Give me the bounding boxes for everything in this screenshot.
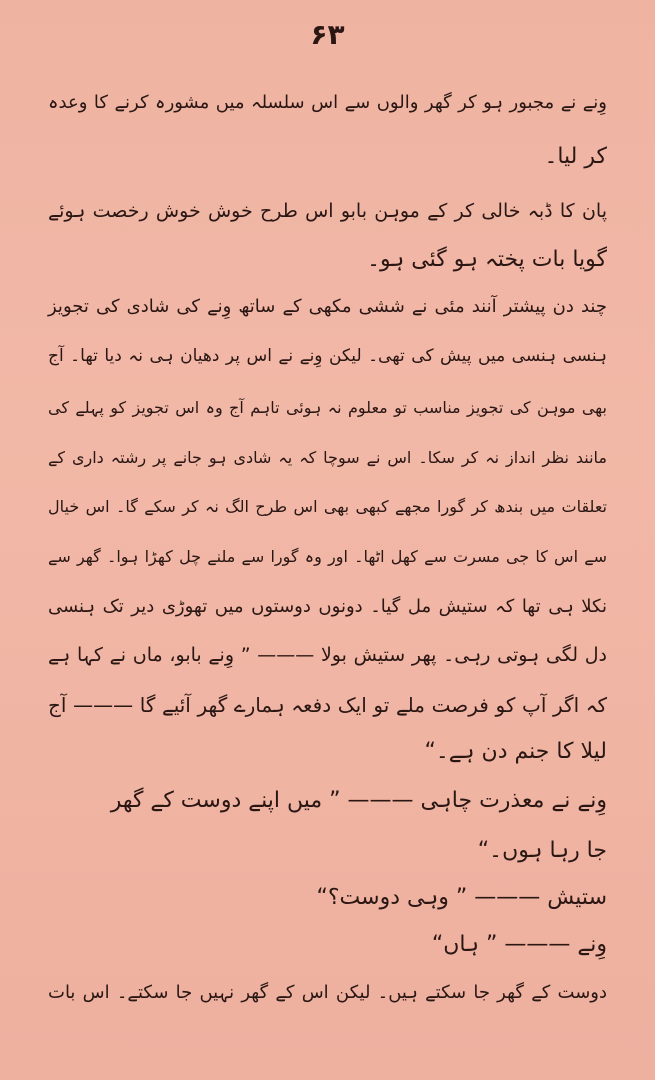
text-line: گویا بات پختہ ہو گئی ہو۔ xyxy=(367,247,607,272)
text-line: پان کا ڈبہ خالی کر کے موہن بابو اس طرح خوش خوش رخصت ہوئے xyxy=(48,200,607,222)
text-line: کہ اگر آپ کو فرصت ملے تو ایک دفعہ ہمارے گھر آئیے گا ——— آج xyxy=(48,693,607,717)
text-line: سے اس کا جی مسرت سے کھل اٹھا۔ اور وہ گورا سے ملنے چل کھڑا ہوا۔ گھر سے xyxy=(48,547,607,566)
text-line: دوست کے گھر جا سکتے ہیں۔ لیکن اس کے گھر نہیں جا سکتے۔ اس بات xyxy=(48,982,607,1003)
text-line: ستیش ——— ” وہی دوست؟“ xyxy=(316,885,607,910)
text-line: جا رہا ہوں۔“ xyxy=(477,838,607,863)
text-line: وِنے ——— ” ہاں“ xyxy=(431,932,607,957)
text-line: چند دن پیشتر آنند مئی نے ششی مکھی کے ساتھ وِنے کی شادی کی تجویز xyxy=(48,296,607,317)
text-line: ہنسی ہنسی میں پیش کی تھی۔ لیکن وِنے نے اس پر دھیان ہی نہ دیا تھا۔ آج xyxy=(48,346,607,366)
text-line: لیلا کا جنم دن ہے۔“ xyxy=(424,739,607,764)
text-line: نکلا ہی تھا کہ ستیش مل گیا۔ دونوں دوستوں میں تھوڑی دیر تک ہنسی xyxy=(48,596,607,617)
page-number: ۶۳ xyxy=(310,18,345,51)
text-line: وِنے نے معذرت چاہی ——— ” میں اپنے دوست کے گھر xyxy=(110,788,607,813)
text-line: مانند نظر انداز نہ کر سکا۔ اس نے سوچا کہ یہ شادی ہو جانے پر رشتہ داری کے xyxy=(48,448,607,467)
text-line: تعلقات میں بندھ کر گورا مجھے کبھی بھی اس طرح الگ نہ کر سکے گا۔ اس خیال xyxy=(48,497,607,516)
text-line: کر لیا۔ xyxy=(544,144,607,169)
text-line: بھی موہن کی تجویز مناسب تو معلوم نہ ہوئی تاہم آج وہ اس تجویز کو پہلے کی xyxy=(48,398,607,417)
text-line: دل لگی ہوتی رہی۔ پھر ستیش بولا ——— ” وِنے بابو، ماں نے کہا ہے xyxy=(48,644,607,666)
text-line: وِنے نے مجبور ہو کر گھر والوں سے اس سلسلہ میں مشورہ کرنے کا وعدہ xyxy=(48,92,607,113)
